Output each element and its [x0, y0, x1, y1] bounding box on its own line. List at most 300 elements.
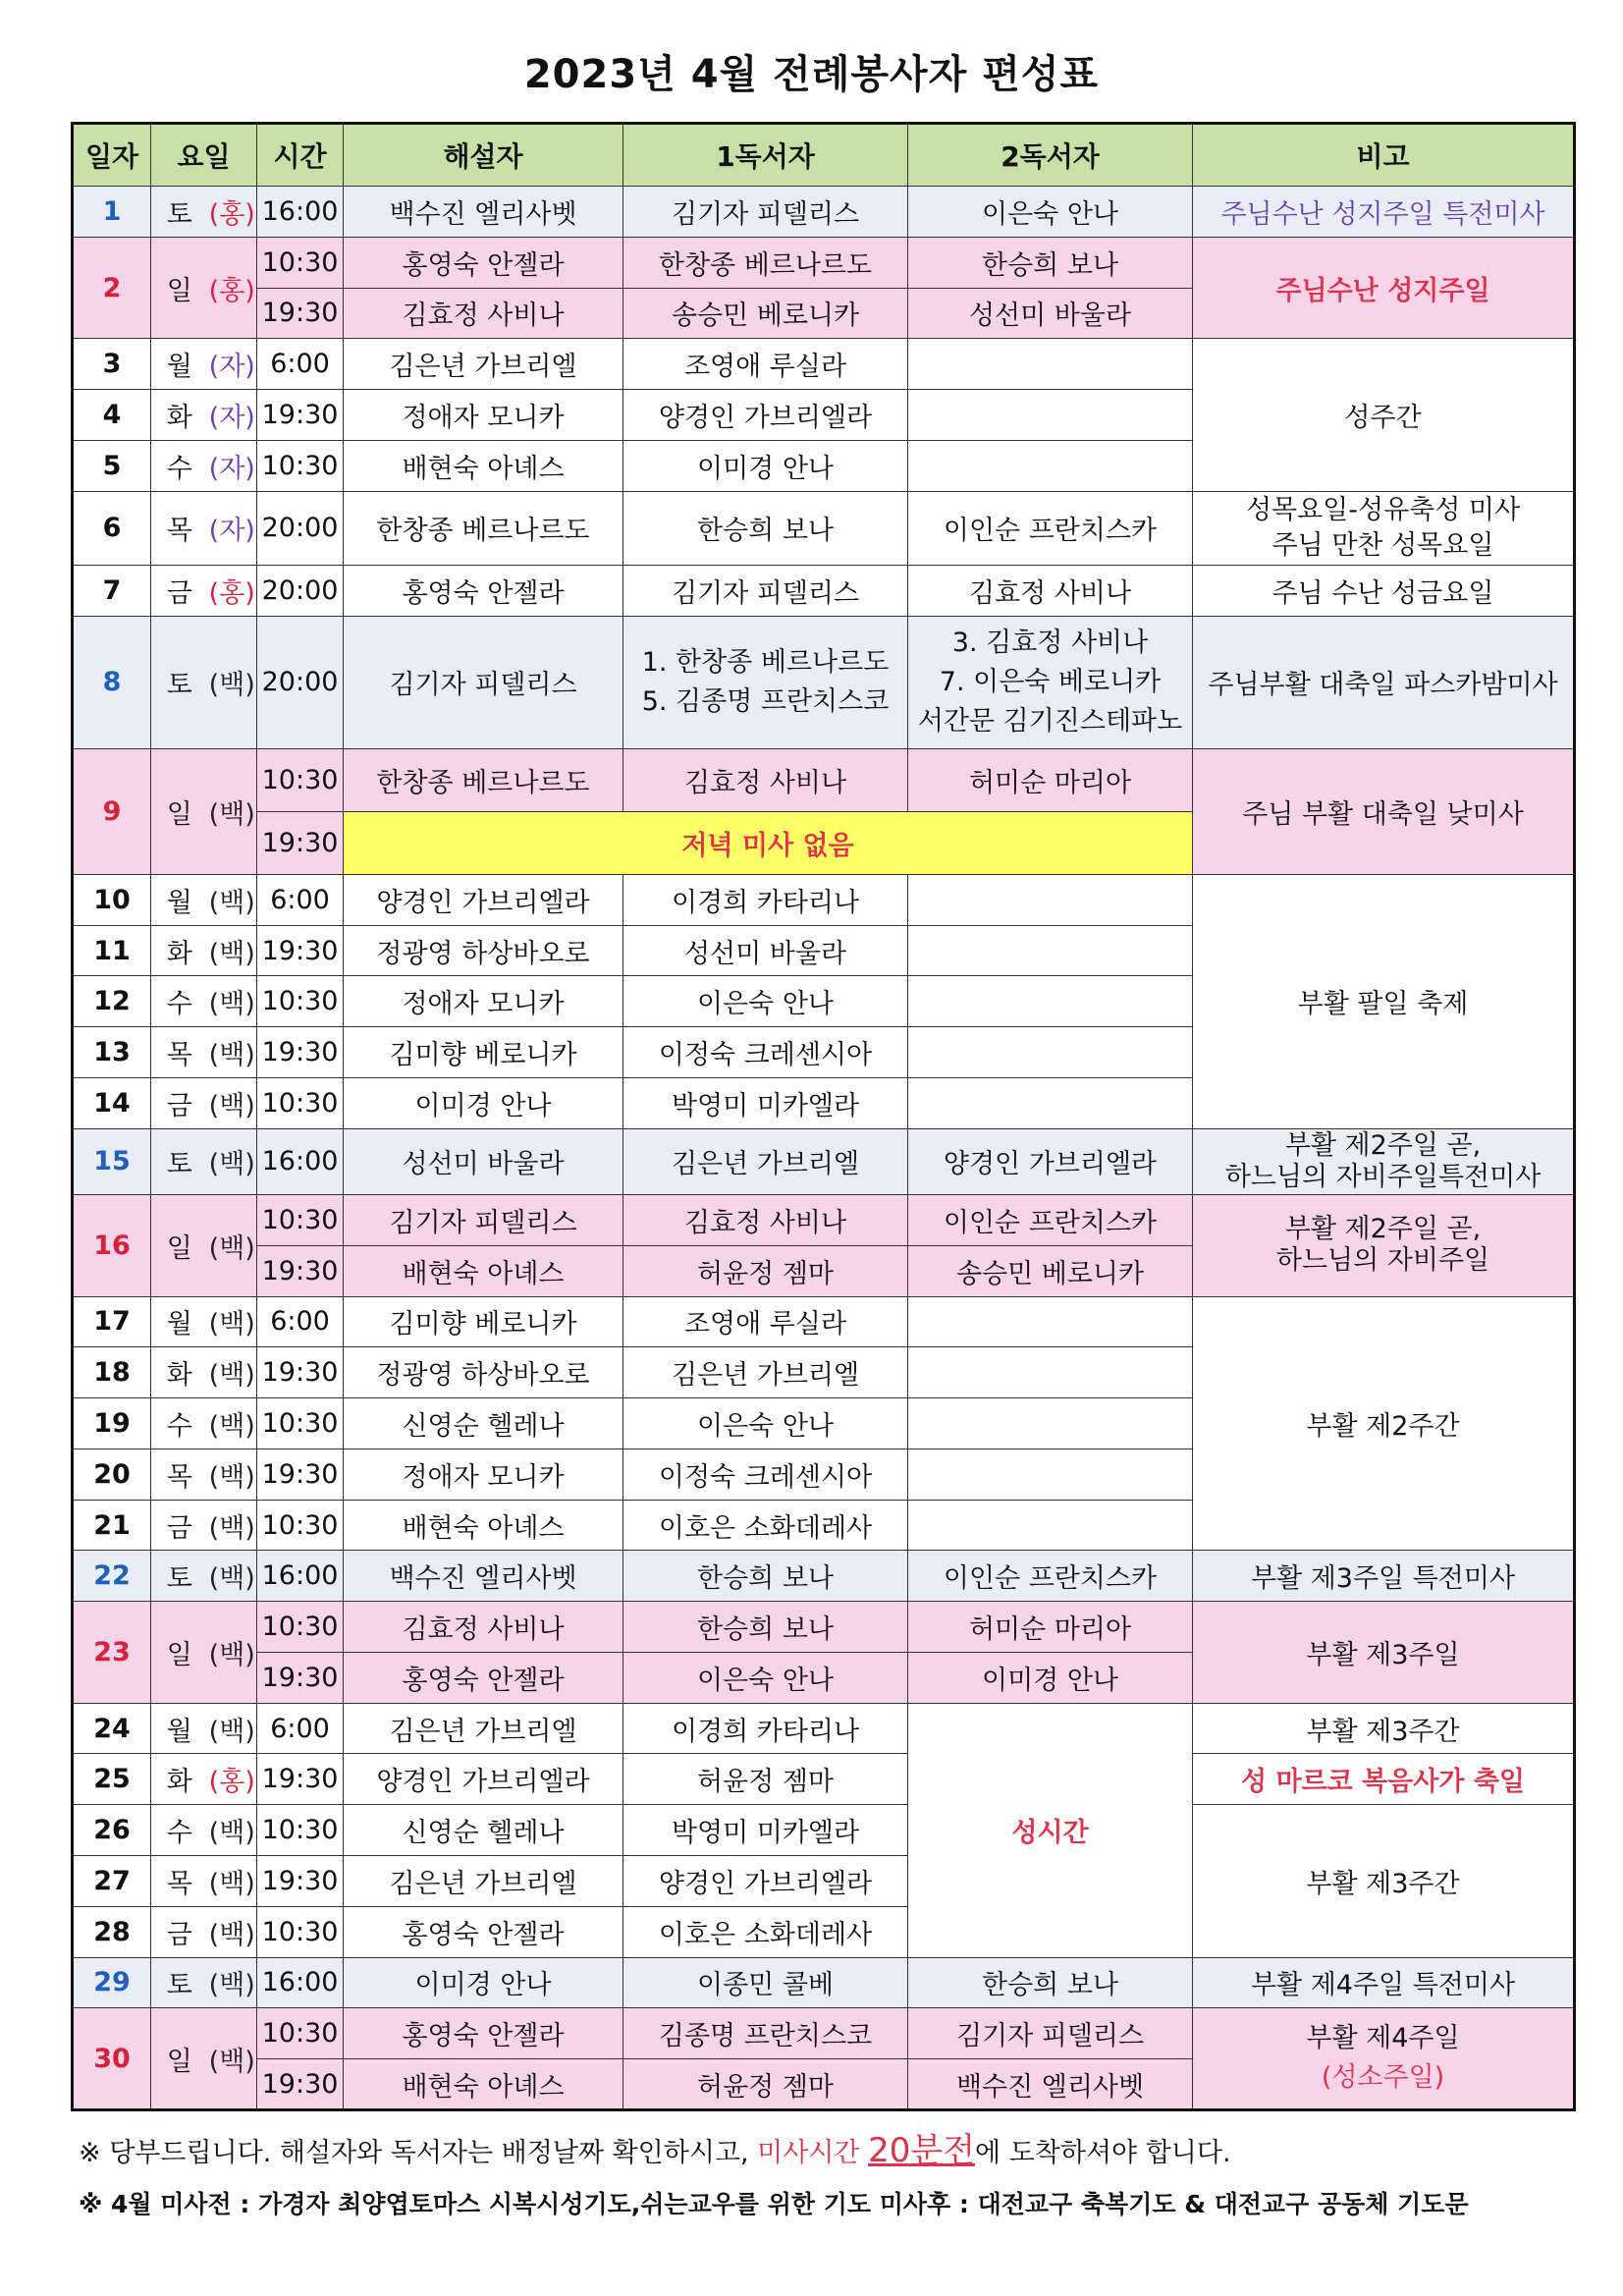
remark-line: 부활 제2주일 곧, — [1284, 1214, 1482, 1245]
liturgical-color: (홍) — [208, 566, 257, 617]
weekday-name: 일 — [166, 275, 192, 306]
weekday-cell — [151, 748, 208, 874]
weekday-cell — [151, 976, 208, 1027]
day-number: 6 — [73, 491, 151, 566]
table-row — [73, 1602, 1575, 1653]
remark-line: 부활 제4주일 — [1306, 2023, 1460, 2054]
footer-prayer-info: ※ 4월 미사전 : 가경자 최양엽토마스 시복시성기도,쉬는교우를 위한 기도 미사후 : 대전교구 축복기도 & 대전교구 공동체 기도문 — [79, 2190, 1469, 2218]
weekday-name: 금 — [166, 578, 192, 610]
weekday-name: 화 — [166, 402, 192, 433]
day-number: 9 — [73, 748, 151, 874]
weekday-name: 목 — [166, 1040, 192, 1071]
day-number: 25 — [73, 1754, 151, 1805]
reader1: 조영애 루실라 — [623, 1296, 908, 1347]
header-reader1: 1독서자 — [623, 124, 908, 187]
mass-time: 6:00 — [257, 339, 344, 390]
weekday-name: 토 — [166, 670, 192, 701]
weekday-cell — [151, 1449, 208, 1500]
weekday-cell — [151, 1602, 208, 1704]
commentator: 김기자 피델리스 — [344, 616, 623, 748]
day-number: 21 — [73, 1500, 151, 1551]
reader1: 김기자 피델리스 — [623, 187, 908, 238]
liturgical-color: (백) — [208, 874, 257, 925]
reader1: 양경인 가브리엘라 — [623, 1855, 908, 1906]
reader1: 한창종 베르나르도 — [623, 237, 908, 288]
weekday-name: 월 — [166, 352, 192, 383]
weekday-name: 금 — [166, 1919, 192, 1950]
mass-time: 19:30 — [257, 925, 344, 976]
mass-time: 6:00 — [257, 1703, 344, 1754]
reader1: 한승희 보나 — [623, 491, 908, 566]
reader1: 송승민 베로니카 — [623, 288, 908, 339]
schedule-table — [71, 122, 1576, 2111]
mass-time: 10:30 — [257, 976, 344, 1027]
remark: 주님 부활 대축일 낮미사 — [1193, 748, 1575, 874]
commentator: 이미경 안나 — [344, 1077, 623, 1128]
weekday-cell — [151, 2008, 208, 2110]
reader1: 김효정 사비나 — [623, 1195, 908, 1246]
day-number: 27 — [73, 1855, 151, 1906]
weekday-name: 일 — [166, 1232, 192, 1264]
weekday-name: 토 — [166, 198, 192, 230]
weekday-name: 토 — [166, 1149, 192, 1180]
table-row — [73, 1551, 1575, 1602]
mass-time: 20:00 — [257, 491, 344, 566]
footer-notice-text: ※ 당부드립니다. 해설자와 독서자는 배정날짜 확인하시고, — [79, 2138, 758, 2168]
header-row — [73, 124, 1575, 187]
reader1: 김은년 가브리엘 — [623, 1128, 908, 1194]
page-title: 2023년 4월 전례봉사자 편성표 — [523, 52, 1100, 97]
weekday-cell — [151, 1551, 208, 1602]
commentator: 정광영 하상바오로 — [344, 925, 623, 976]
reader2: 이인순 프란치스카 — [908, 1195, 1193, 1246]
reader2 — [908, 339, 1193, 390]
commentator: 백수진 엘리사벳 — [344, 1551, 623, 1602]
reader2: 3. 김효정 사비나 7. 이은숙 베로니카 서간문 김기진스테파노 — [908, 616, 1193, 748]
day-number: 30 — [73, 2008, 151, 2110]
table-row — [73, 616, 1575, 748]
remark: 부활 제2주간 — [1193, 1296, 1575, 1551]
weekday-cell — [151, 1296, 208, 1347]
commentator: 정애자 모니카 — [344, 1449, 623, 1500]
reader2 — [908, 1500, 1193, 1551]
weekday-name: 토 — [166, 1970, 192, 2001]
reader2: 백수진 엘리사벳 — [908, 2059, 1193, 2110]
weekday-cell — [151, 1027, 208, 1078]
reader1: 박영미 미카엘라 — [623, 1805, 908, 1856]
mass-time: 16:00 — [257, 1128, 344, 1194]
liturgical-color: (백) — [208, 1296, 257, 1347]
table-row — [73, 187, 1575, 238]
footer-notice-highlight: 미사시간 — [757, 2138, 869, 2168]
mass-time: 10:30 — [257, 440, 344, 491]
weekday-cell — [151, 339, 208, 390]
liturgical-color: (백) — [208, 1500, 257, 1551]
mass-time: 6:00 — [257, 874, 344, 925]
reader1: 이은숙 안나 — [623, 1398, 908, 1449]
liturgical-color: (자) — [208, 440, 257, 491]
liturgical-color: (백) — [208, 925, 257, 976]
mass-time: 16:00 — [257, 187, 344, 238]
weekday-cell — [151, 874, 208, 925]
weekday-cell — [151, 1398, 208, 1449]
weekday-name: 수 — [166, 453, 192, 484]
weekday-cell — [151, 1906, 208, 1957]
header-remarks: 비고 — [1193, 124, 1575, 187]
reader1: 김기자 피델리스 — [623, 566, 908, 617]
mass-time: 19:30 — [257, 1754, 344, 1805]
commentator: 양경인 가브리엘라 — [344, 874, 623, 925]
weekday-name: 수 — [166, 1410, 192, 1442]
mass-time: 19:30 — [257, 390, 344, 441]
day-number: 19 — [73, 1398, 151, 1449]
liturgical-color: (백) — [208, 1602, 257, 1704]
reader1: 이경희 카타리나 — [623, 874, 908, 925]
remark: 부활 제3주일 특전미사 — [1193, 1551, 1575, 1602]
mass-time: 10:30 — [257, 1398, 344, 1449]
liturgical-color: (자) — [208, 390, 257, 441]
reader1: 이정숙 크레센시아 — [623, 1449, 908, 1500]
remark-line: 부활 제2주일 곧, — [1284, 1129, 1482, 1161]
reader2 — [908, 874, 1193, 925]
table-row — [73, 1805, 1575, 1856]
liturgical-color: (홍) — [208, 187, 257, 238]
reader1: 이호은 소화데레사 — [623, 1500, 908, 1551]
day-number: 16 — [73, 1195, 151, 1297]
mass-time: 10:30 — [257, 1805, 344, 1856]
weekday-name: 일 — [166, 798, 192, 830]
weekday-cell — [151, 440, 208, 491]
weekday-cell — [151, 616, 208, 748]
liturgical-color: (백) — [208, 1398, 257, 1449]
weekday-name: 금 — [166, 1512, 192, 1544]
liturgical-color: (백) — [208, 748, 257, 874]
mass-time: 19:30 — [257, 1855, 344, 1906]
table-row — [73, 566, 1575, 617]
weekday-cell — [151, 1077, 208, 1128]
reader2: 김기자 피델리스 — [908, 2008, 1193, 2059]
reader2: 이인순 프란치스카 — [908, 491, 1193, 566]
day-number: 2 — [73, 237, 151, 339]
liturgical-color: (백) — [208, 1703, 257, 1754]
day-number: 10 — [73, 874, 151, 925]
remark-line: 하느님의 자비주일 — [1275, 1245, 1490, 1277]
liturgical-color: (백) — [208, 1957, 257, 2008]
remark: 주님수난 성지주일 특전미사 — [1193, 187, 1575, 238]
table-row — [73, 339, 1575, 390]
reader2: 양경인 가브리엘라 — [908, 1128, 1193, 1194]
table-row — [73, 874, 1575, 925]
remark: 부활 제3주간 — [1193, 1805, 1575, 1957]
commentator: 신영순 헬레나 — [344, 1398, 623, 1449]
mass-time: 6:00 — [257, 1296, 344, 1347]
day-number: 7 — [73, 566, 151, 617]
reader2 — [908, 1449, 1193, 1500]
mass-time: 19:30 — [257, 1449, 344, 1500]
weekday-cell — [151, 237, 208, 339]
day-number: 4 — [73, 390, 151, 441]
commentator: 김효정 사비나 — [344, 1602, 623, 1653]
liturgical-color: (백) — [208, 1805, 257, 1856]
table-row — [73, 2008, 1575, 2059]
weekday-name: 화 — [166, 1360, 192, 1392]
mass-time: 19:30 — [257, 1245, 344, 1296]
reader1: 허윤정 젬마 — [623, 2059, 908, 2110]
commentator: 홍영숙 안젤라 — [344, 237, 623, 288]
table-row — [73, 1195, 1575, 1246]
reader2 — [908, 1398, 1193, 1449]
day-number: 28 — [73, 1906, 151, 1957]
reader1: 김은년 가브리엘 — [623, 1347, 908, 1398]
reader1: 양경인 가브리엘라 — [623, 390, 908, 441]
weekday-name: 월 — [166, 887, 192, 918]
weekday-cell — [151, 1347, 208, 1398]
commentator: 배현숙 아녜스 — [344, 1245, 623, 1296]
table-row — [73, 1296, 1575, 1347]
table-row — [73, 748, 1575, 811]
remark-line: 하느님의 자비주일특전미사 — [1224, 1161, 1542, 1192]
commentator: 백수진 엘리사벳 — [344, 187, 623, 238]
reader1: 박영미 미카엘라 — [623, 1077, 908, 1128]
day-number: 22 — [73, 1551, 151, 1602]
reader1: 1. 한창종 베르나르도 5. 김종명 프란치스코 — [623, 616, 908, 748]
commentator: 홍영숙 안젤라 — [344, 2008, 623, 2059]
reader2: 성선미 바울라 — [908, 288, 1193, 339]
mass-time: 19:30 — [257, 1027, 344, 1078]
commentator: 김은년 가브리엘 — [344, 1855, 623, 1906]
remark-line: 주님 만찬 성목요일 — [1271, 529, 1494, 561]
reader2: 허미순 마리아 — [908, 748, 1193, 811]
reader1: 이은숙 안나 — [623, 976, 908, 1027]
day-number: 3 — [73, 339, 151, 390]
liturgical-color: (백) — [208, 616, 257, 748]
mass-time: 19:30 — [257, 2059, 344, 2110]
reader1: 김종명 프란치스코 — [623, 2008, 908, 2059]
commentator: 정애자 모니카 — [344, 390, 623, 441]
weekday-cell — [151, 1195, 208, 1297]
liturgical-color: (백) — [208, 1128, 257, 1194]
commentator: 홍영숙 안젤라 — [344, 1906, 623, 1957]
mass-time: 10:30 — [257, 1602, 344, 1653]
mass-time: 10:30 — [257, 2008, 344, 2059]
weekday-cell — [151, 1500, 208, 1551]
reader2: 한승희 보나 — [908, 1957, 1193, 2008]
day-number: 14 — [73, 1077, 151, 1128]
mass-time: 10:30 — [257, 1195, 344, 1246]
footer-notice-end: 에 도착하셔야 합니다. — [975, 2138, 1231, 2168]
weekday-cell — [151, 1805, 208, 1856]
reader1: 이미경 안나 — [623, 440, 908, 491]
header-commentator: 해설자 — [344, 124, 623, 187]
reader1: 이정숙 크레센시아 — [623, 1027, 908, 1078]
liturgical-color: (홍) — [208, 1754, 257, 1805]
remark — [1193, 491, 1575, 566]
remark — [1193, 1128, 1575, 1194]
reader1: 김효정 사비나 — [623, 748, 908, 811]
weekday-name: 수 — [166, 1818, 192, 1849]
commentator: 배현숙 아녜스 — [344, 1500, 623, 1551]
liturgical-color: (자) — [208, 339, 257, 390]
mass-time: 10:30 — [257, 1077, 344, 1128]
mass-time: 19:30 — [257, 1652, 344, 1703]
weekday-name: 토 — [166, 1563, 192, 1595]
liturgical-color: (백) — [208, 1077, 257, 1128]
footer-notice-20min: 20분전 — [868, 2131, 976, 2170]
header-date: 일자 — [73, 124, 151, 187]
reader1: 허윤정 젬마 — [623, 1754, 908, 1805]
reader2: 허미순 마리아 — [908, 1602, 1193, 1653]
mass-time: 20:00 — [257, 566, 344, 617]
mass-time: 16:00 — [257, 1957, 344, 2008]
reader2: 한승희 보나 — [908, 237, 1193, 288]
remark-line-red: (성소주일) — [1321, 2062, 1445, 2094]
remark — [1193, 2008, 1575, 2110]
commentator: 홍영숙 안젤라 — [344, 1652, 623, 1703]
reader2 — [908, 390, 1193, 441]
weekday-name: 일 — [166, 1639, 192, 1670]
day-number: 20 — [73, 1449, 151, 1500]
mass-time: 16:00 — [257, 1551, 344, 1602]
weekday-cell — [151, 187, 208, 238]
reader2: 이인순 프란치스카 — [908, 1551, 1193, 1602]
mass-time: 10:30 — [257, 748, 344, 811]
liturgical-color: (백) — [208, 1347, 257, 1398]
commentator: 정애자 모니카 — [344, 976, 623, 1027]
remark: 주님 수난 성금요일 — [1193, 566, 1575, 617]
liturgical-color: (백) — [208, 1551, 257, 1602]
weekday-cell — [151, 1703, 208, 1754]
day-number: 5 — [73, 440, 151, 491]
weekday-cell — [151, 1855, 208, 1906]
remark: 부활 팔일 축제 — [1193, 874, 1575, 1128]
commentator: 배현숙 아녜스 — [344, 440, 623, 491]
reader2 — [908, 1296, 1193, 1347]
day-number: 11 — [73, 925, 151, 976]
liturgical-color: (백) — [208, 1027, 257, 1078]
reader2: 이은숙 안나 — [908, 187, 1193, 238]
reader2 — [908, 1077, 1193, 1128]
commentator: 김미향 베로니카 — [344, 1296, 623, 1347]
header-time: 시간 — [257, 124, 344, 187]
weekday-cell — [151, 925, 208, 976]
day-number: 18 — [73, 1347, 151, 1398]
weekday-cell — [151, 1754, 208, 1805]
liturgical-color: (백) — [208, 976, 257, 1027]
weekday-cell — [151, 1128, 208, 1194]
commentator: 김효정 사비나 — [344, 288, 623, 339]
mass-time: 10:30 — [257, 1500, 344, 1551]
remark: 부활 제3주간 — [1193, 1703, 1575, 1754]
reader2 — [908, 1027, 1193, 1078]
day-number: 24 — [73, 1703, 151, 1754]
reader1: 성선미 바울라 — [623, 925, 908, 976]
reader2: 송승민 베로니카 — [908, 1245, 1193, 1296]
reader1: 한승희 보나 — [623, 1551, 908, 1602]
commentator: 양경인 가브리엘라 — [344, 1754, 623, 1805]
mass-time: 10:30 — [257, 237, 344, 288]
table-row — [73, 1754, 1575, 1805]
commentator: 홍영숙 안젤라 — [344, 566, 623, 617]
weekday-cell — [151, 566, 208, 617]
remark: 주님부활 대축일 파스카밤미사 — [1193, 616, 1575, 748]
day-number: 26 — [73, 1805, 151, 1856]
remark: 성주간 — [1193, 339, 1575, 491]
table-row — [73, 1703, 1575, 1754]
remark: 주님수난 성지주일 — [1193, 237, 1575, 339]
weekday-cell — [151, 1957, 208, 2008]
reader1: 한승희 보나 — [623, 1602, 908, 1653]
header-reader2: 2독서자 — [908, 124, 1193, 187]
header-weekday: 요일 — [151, 124, 257, 187]
reader2: 이미경 안나 — [908, 1652, 1193, 1703]
commentator: 이미경 안나 — [344, 1957, 623, 2008]
mass-time: 19:30 — [257, 1347, 344, 1398]
mass-time: 10:30 — [257, 1906, 344, 1957]
commentator: 정광영 하상바오로 — [344, 1347, 623, 1398]
weekday-name: 수 — [166, 989, 192, 1020]
reader1: 이호은 소화데레사 — [623, 1906, 908, 1957]
remark-line: 성목요일-성유축성 미사 — [1245, 494, 1521, 525]
weekday-name: 목 — [166, 1868, 192, 1899]
table-row — [73, 1128, 1575, 1194]
commentator: 신영순 헬레나 — [344, 1805, 623, 1856]
commentator: 배현숙 아녜스 — [344, 2059, 623, 2110]
day-number: 13 — [73, 1027, 151, 1078]
footer-notice — [79, 2123, 1231, 2171]
schedule-body — [73, 187, 1575, 2110]
weekday-name: 목 — [166, 1461, 192, 1493]
day-number: 23 — [73, 1602, 151, 1704]
commentator: 한창종 베르나르도 — [344, 748, 623, 811]
weekday-cell — [151, 390, 208, 441]
mass-time: 20:00 — [257, 616, 344, 748]
remark: 부활 제4주일 특전미사 — [1193, 1957, 1575, 2008]
reader1: 이종민 콜베 — [623, 1957, 908, 2008]
reader1: 허윤정 젬마 — [623, 1245, 908, 1296]
day-number: 1 — [73, 187, 151, 238]
commentator: 김은년 가브리엘 — [344, 1703, 623, 1754]
day-number: 17 — [73, 1296, 151, 1347]
reader2 — [908, 440, 1193, 491]
weekday-name: 월 — [166, 1309, 192, 1340]
weekday-name: 일 — [166, 2046, 192, 2077]
commentator: 성선미 바울라 — [344, 1128, 623, 1194]
remark: 성 마르코 복음사가 축일 — [1193, 1754, 1575, 1805]
no-evening-mass-notice: 저녁 미사 없음 — [344, 811, 1193, 874]
weekday-name: 금 — [166, 1090, 192, 1121]
liturgical-color: (백) — [208, 1855, 257, 1906]
liturgical-color: (자) — [208, 491, 257, 566]
table-row — [73, 237, 1575, 288]
reader1: 이경희 카타리나 — [623, 1703, 908, 1754]
day-number: 15 — [73, 1128, 151, 1194]
liturgical-color: (홍) — [208, 237, 257, 339]
weekday-cell — [151, 491, 208, 566]
holy-hour-cell: 성시간 — [908, 1703, 1193, 1957]
weekday-name: 목 — [166, 516, 192, 547]
day-number: 8 — [73, 616, 151, 748]
liturgical-color: (백) — [208, 1906, 257, 1957]
reader1: 이은숙 안나 — [623, 1652, 908, 1703]
liturgical-color: (백) — [208, 1195, 257, 1297]
weekday-name: 화 — [166, 938, 192, 969]
remark — [1193, 1195, 1575, 1297]
day-number: 12 — [73, 976, 151, 1027]
weekday-name: 월 — [166, 1716, 192, 1747]
table-row — [73, 1957, 1575, 2008]
commentator: 김기자 피델리스 — [344, 1195, 623, 1246]
table-row — [73, 491, 1575, 566]
